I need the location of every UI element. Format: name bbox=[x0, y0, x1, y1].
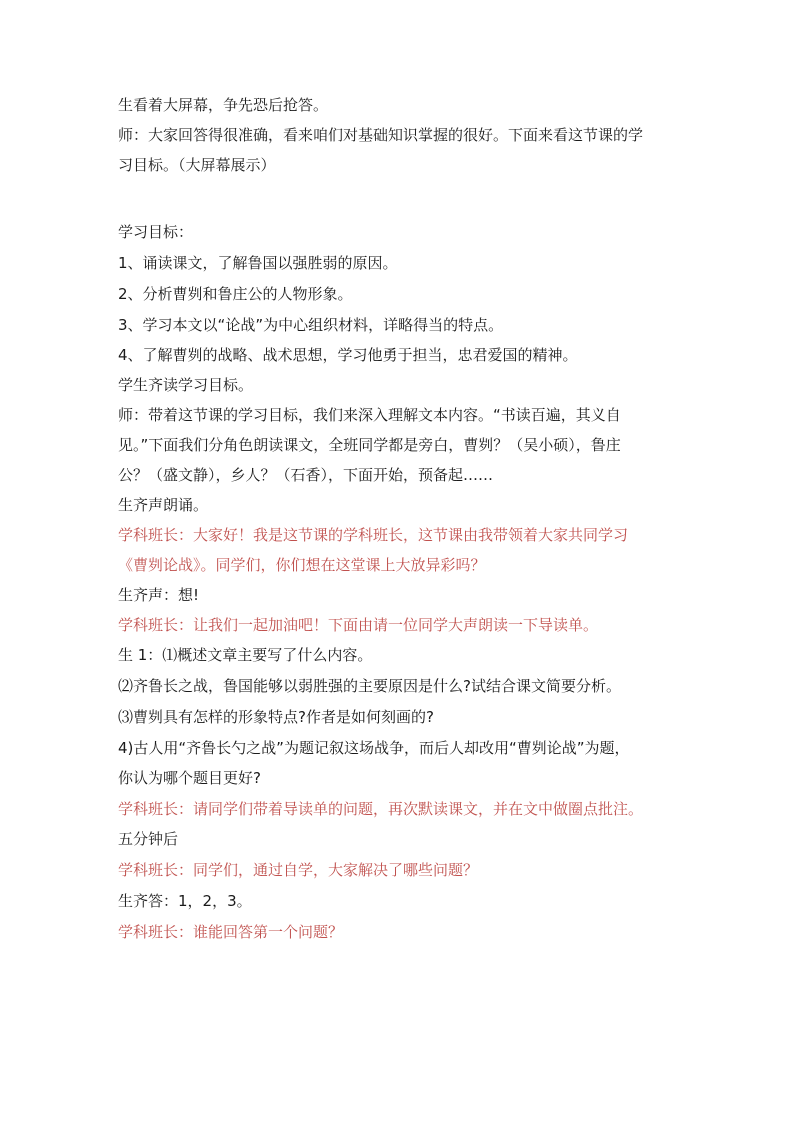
line-10: 师：带着这节课的学习目标，我们来深入理解文本内容。“书读百遍，其义自 bbox=[118, 406, 621, 424]
question-1: 生 1：⑴概述文章主要写了什么内容。 bbox=[118, 646, 373, 664]
section-heading: 学习目标： bbox=[118, 223, 194, 241]
class-leader-line-6: 学科班长：谁能回答第一个问题？ bbox=[118, 923, 344, 941]
line-9: 学生齐读学习目标。 bbox=[118, 376, 254, 394]
line-3: 习目标。（大屏幕展示） bbox=[118, 156, 276, 174]
objective-1: 1、诵读课文，了解鲁国以强胜弱的原因。 bbox=[118, 254, 398, 272]
objective-2: 2、分析曹刿和鲁庄公的人物形象。 bbox=[118, 285, 353, 303]
line-13: 生齐声朗诵。 bbox=[118, 496, 209, 514]
class-leader-line-3: 学科班长：让我们一起加油吧！下面由请一位同学大声朗读一下导读单。 bbox=[118, 616, 599, 634]
objective-4: 4、了解曹刿的战略、战术思想，学习他勇于担当，忠君爱国的精神。 bbox=[118, 346, 578, 364]
question-3: ⑶曹刿具有怎样的形象特点?作者是如何刻画的? bbox=[118, 708, 434, 726]
line-1: 生看着大屏幕，争先恐后抢答。 bbox=[118, 96, 329, 114]
line-11: 见。”下面我们分角色朗读课文，全班同学都是旁白，曹刿？（吴小硕），鲁庄 bbox=[118, 436, 621, 454]
line-16: 生齐声：想! bbox=[118, 586, 200, 604]
class-leader-line-1: 学科班长：大家好！我是这节课的学科班长，这节课由我带领着大家共同学习 bbox=[118, 526, 629, 544]
line-12: 公？（盛文静），乡人？（石香），下面开始，预备起…… bbox=[118, 466, 494, 484]
line-24: 五分钟后 bbox=[118, 830, 179, 848]
question-2: ⑵齐鲁长之战，鲁国能够以弱胜强的主要原因是什么?试结合课文简要分析。 bbox=[118, 677, 621, 695]
class-leader-line-5: 学科班长：同学们，通过自学，大家解决了哪些问题？ bbox=[118, 861, 479, 879]
document-body bbox=[118, 95, 688, 942]
line-2: 师：大家回答得很准确，看来咱们对基础知识掌握的很好。下面来看这节课的学 bbox=[118, 126, 644, 144]
line-26: 生齐答：1，2，3。 bbox=[118, 892, 252, 910]
class-leader-line-4: 学科班长：请同学们带着导读单的问题，再次默读课文，并在文中做圈点批注。 bbox=[118, 800, 644, 818]
question-4-line-1: 4)古人用“齐鲁长勺之战”为题记叙这场战争，而后人却改用“曹刿论战”为题， bbox=[118, 739, 630, 757]
class-leader-line-2: 《曹刿论战》。同学们，你们想在这堂课上大放异彩吗？ bbox=[118, 556, 486, 574]
objective-3: 3、学习本文以“论战”为中心组织材料，详略得当的特点。 bbox=[118, 316, 504, 334]
question-4-line-2: 你认为哪个题目更好? bbox=[118, 769, 261, 787]
